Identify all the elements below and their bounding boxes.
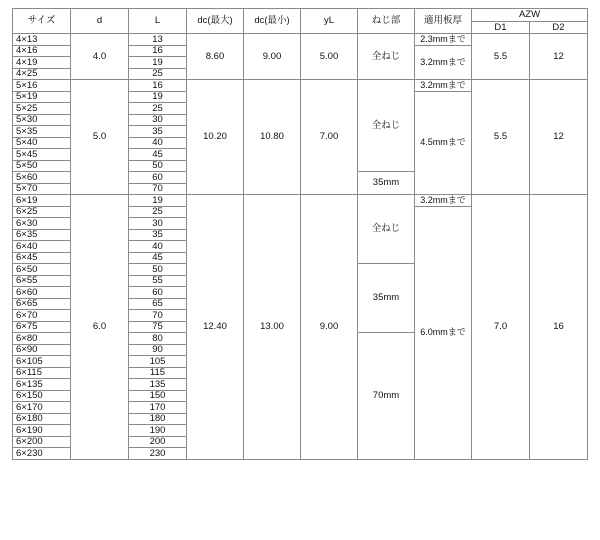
header-d: d [71,9,129,34]
length-cell: 190 [129,425,187,437]
diameter-cell: 6.0 [71,195,129,460]
size-cell: 6×150 [13,390,71,402]
size-cell: 4×19 [13,57,71,69]
length-cell: 19 [129,57,187,69]
length-cell: 60 [129,172,187,184]
header-d1: D1 [472,22,530,34]
yl-cell: 5.00 [301,34,358,80]
header-l: L [129,9,187,34]
length-cell: 50 [129,160,187,172]
length-cell: 19 [129,195,187,207]
azw-d2-cell: 16 [530,195,588,460]
plate-thickness-cell: 2.3mmまで [415,34,472,46]
length-cell: 40 [129,137,187,149]
size-cell: 6×115 [13,367,71,379]
plate-thickness-cell: 3.2mmまで [415,45,472,80]
length-cell: 13 [129,34,187,46]
yl-cell: 9.00 [301,195,358,460]
length-cell: 25 [129,103,187,115]
size-cell: 5×40 [13,137,71,149]
size-cell: 4×25 [13,68,71,80]
yl-cell: 7.00 [301,80,358,195]
size-cell: 6×230 [13,448,71,460]
plate-thickness-cell: 3.2mmまで [415,195,472,207]
header-d2: D2 [530,22,588,34]
length-cell: 45 [129,252,187,264]
size-cell: 4×16 [13,45,71,57]
length-cell: 40 [129,241,187,253]
length-cell: 35 [129,229,187,241]
size-cell: 6×55 [13,275,71,287]
size-cell: 6×190 [13,425,71,437]
size-cell: 6×135 [13,379,71,391]
dc-max-cell: 10.20 [187,80,244,195]
spec-table-container [12,8,587,529]
dc-max-cell: 8.60 [187,34,244,80]
size-cell: 6×25 [13,206,71,218]
plate-thickness-cell: 4.5mmまで [415,91,472,195]
length-cell: 170 [129,402,187,414]
table-row [13,34,588,46]
plate-thickness-cell: 6.0mmまで [415,206,472,459]
azw-d1-cell: 7.0 [472,195,530,460]
size-cell: 6×65 [13,298,71,310]
size-cell: 5×30 [13,114,71,126]
size-cell: 6×170 [13,402,71,414]
size-cell: 5×60 [13,172,71,184]
plate-thickness-cell: 3.2mmまで [415,80,472,92]
size-cell: 6×40 [13,241,71,253]
size-cell: 6×45 [13,252,71,264]
length-cell: 135 [129,379,187,391]
length-cell: 16 [129,45,187,57]
length-cell: 55 [129,275,187,287]
header-dc-max: dc(最大) [187,9,244,34]
size-cell: 4×13 [13,34,71,46]
header-thread: ねじ部 [358,9,415,34]
thread-cell: 35mm [358,172,415,195]
size-cell: 6×180 [13,413,71,425]
size-cell: 5×45 [13,149,71,161]
length-cell: 25 [129,68,187,80]
size-cell: 5×35 [13,126,71,138]
header-row [13,9,588,22]
header-size: サイズ [13,9,71,34]
size-cell: 6×50 [13,264,71,276]
size-cell: 6×70 [13,310,71,322]
length-cell: 25 [129,206,187,218]
screw-spec-table [12,8,588,460]
azw-d1-cell: 5.5 [472,80,530,195]
size-cell: 5×19 [13,91,71,103]
length-cell: 65 [129,298,187,310]
size-cell: 5×50 [13,160,71,172]
dc-min-cell: 10.80 [244,80,301,195]
thread-cell: 全ねじ [358,80,415,172]
length-cell: 70 [129,310,187,322]
length-cell: 30 [129,114,187,126]
length-cell: 105 [129,356,187,368]
dc-min-cell: 9.00 [244,34,301,80]
diameter-cell: 5.0 [71,80,129,195]
length-cell: 200 [129,436,187,448]
length-cell: 75 [129,321,187,333]
length-cell: 180 [129,413,187,425]
table-row [13,195,588,207]
size-cell: 6×35 [13,229,71,241]
length-cell: 16 [129,80,187,92]
length-cell: 70 [129,183,187,195]
thread-cell: 全ねじ [358,34,415,80]
header-dc-min: dc(最小) [244,9,301,34]
header-yl: yL [301,9,358,34]
length-cell: 45 [129,149,187,161]
size-cell: 6×19 [13,195,71,207]
thread-cell: 70mm [358,333,415,460]
size-cell: 5×25 [13,103,71,115]
azw-d2-cell: 12 [530,80,588,195]
length-cell: 80 [129,333,187,345]
size-cell: 5×70 [13,183,71,195]
thread-cell: 全ねじ [358,195,415,264]
azw-d2-cell: 12 [530,34,588,80]
length-cell: 60 [129,287,187,299]
dc-min-cell: 13.00 [244,195,301,460]
thread-cell: 35mm [358,264,415,333]
table-row [13,80,588,92]
azw-d1-cell: 5.5 [472,34,530,80]
size-cell: 6×105 [13,356,71,368]
size-cell: 6×30 [13,218,71,230]
length-cell: 115 [129,367,187,379]
length-cell: 35 [129,126,187,138]
size-cell: 6×80 [13,333,71,345]
length-cell: 150 [129,390,187,402]
size-cell: 6×90 [13,344,71,356]
size-cell: 6×75 [13,321,71,333]
diameter-cell: 4.0 [71,34,129,80]
size-cell: 6×200 [13,436,71,448]
length-cell: 30 [129,218,187,230]
size-cell: 6×60 [13,287,71,299]
header-azw: AZW [472,9,588,22]
length-cell: 50 [129,264,187,276]
size-cell: 5×16 [13,80,71,92]
length-cell: 90 [129,344,187,356]
dc-max-cell: 12.40 [187,195,244,460]
length-cell: 19 [129,91,187,103]
header-plate-thickness: 適用板厚 [415,9,472,34]
length-cell: 230 [129,448,187,460]
